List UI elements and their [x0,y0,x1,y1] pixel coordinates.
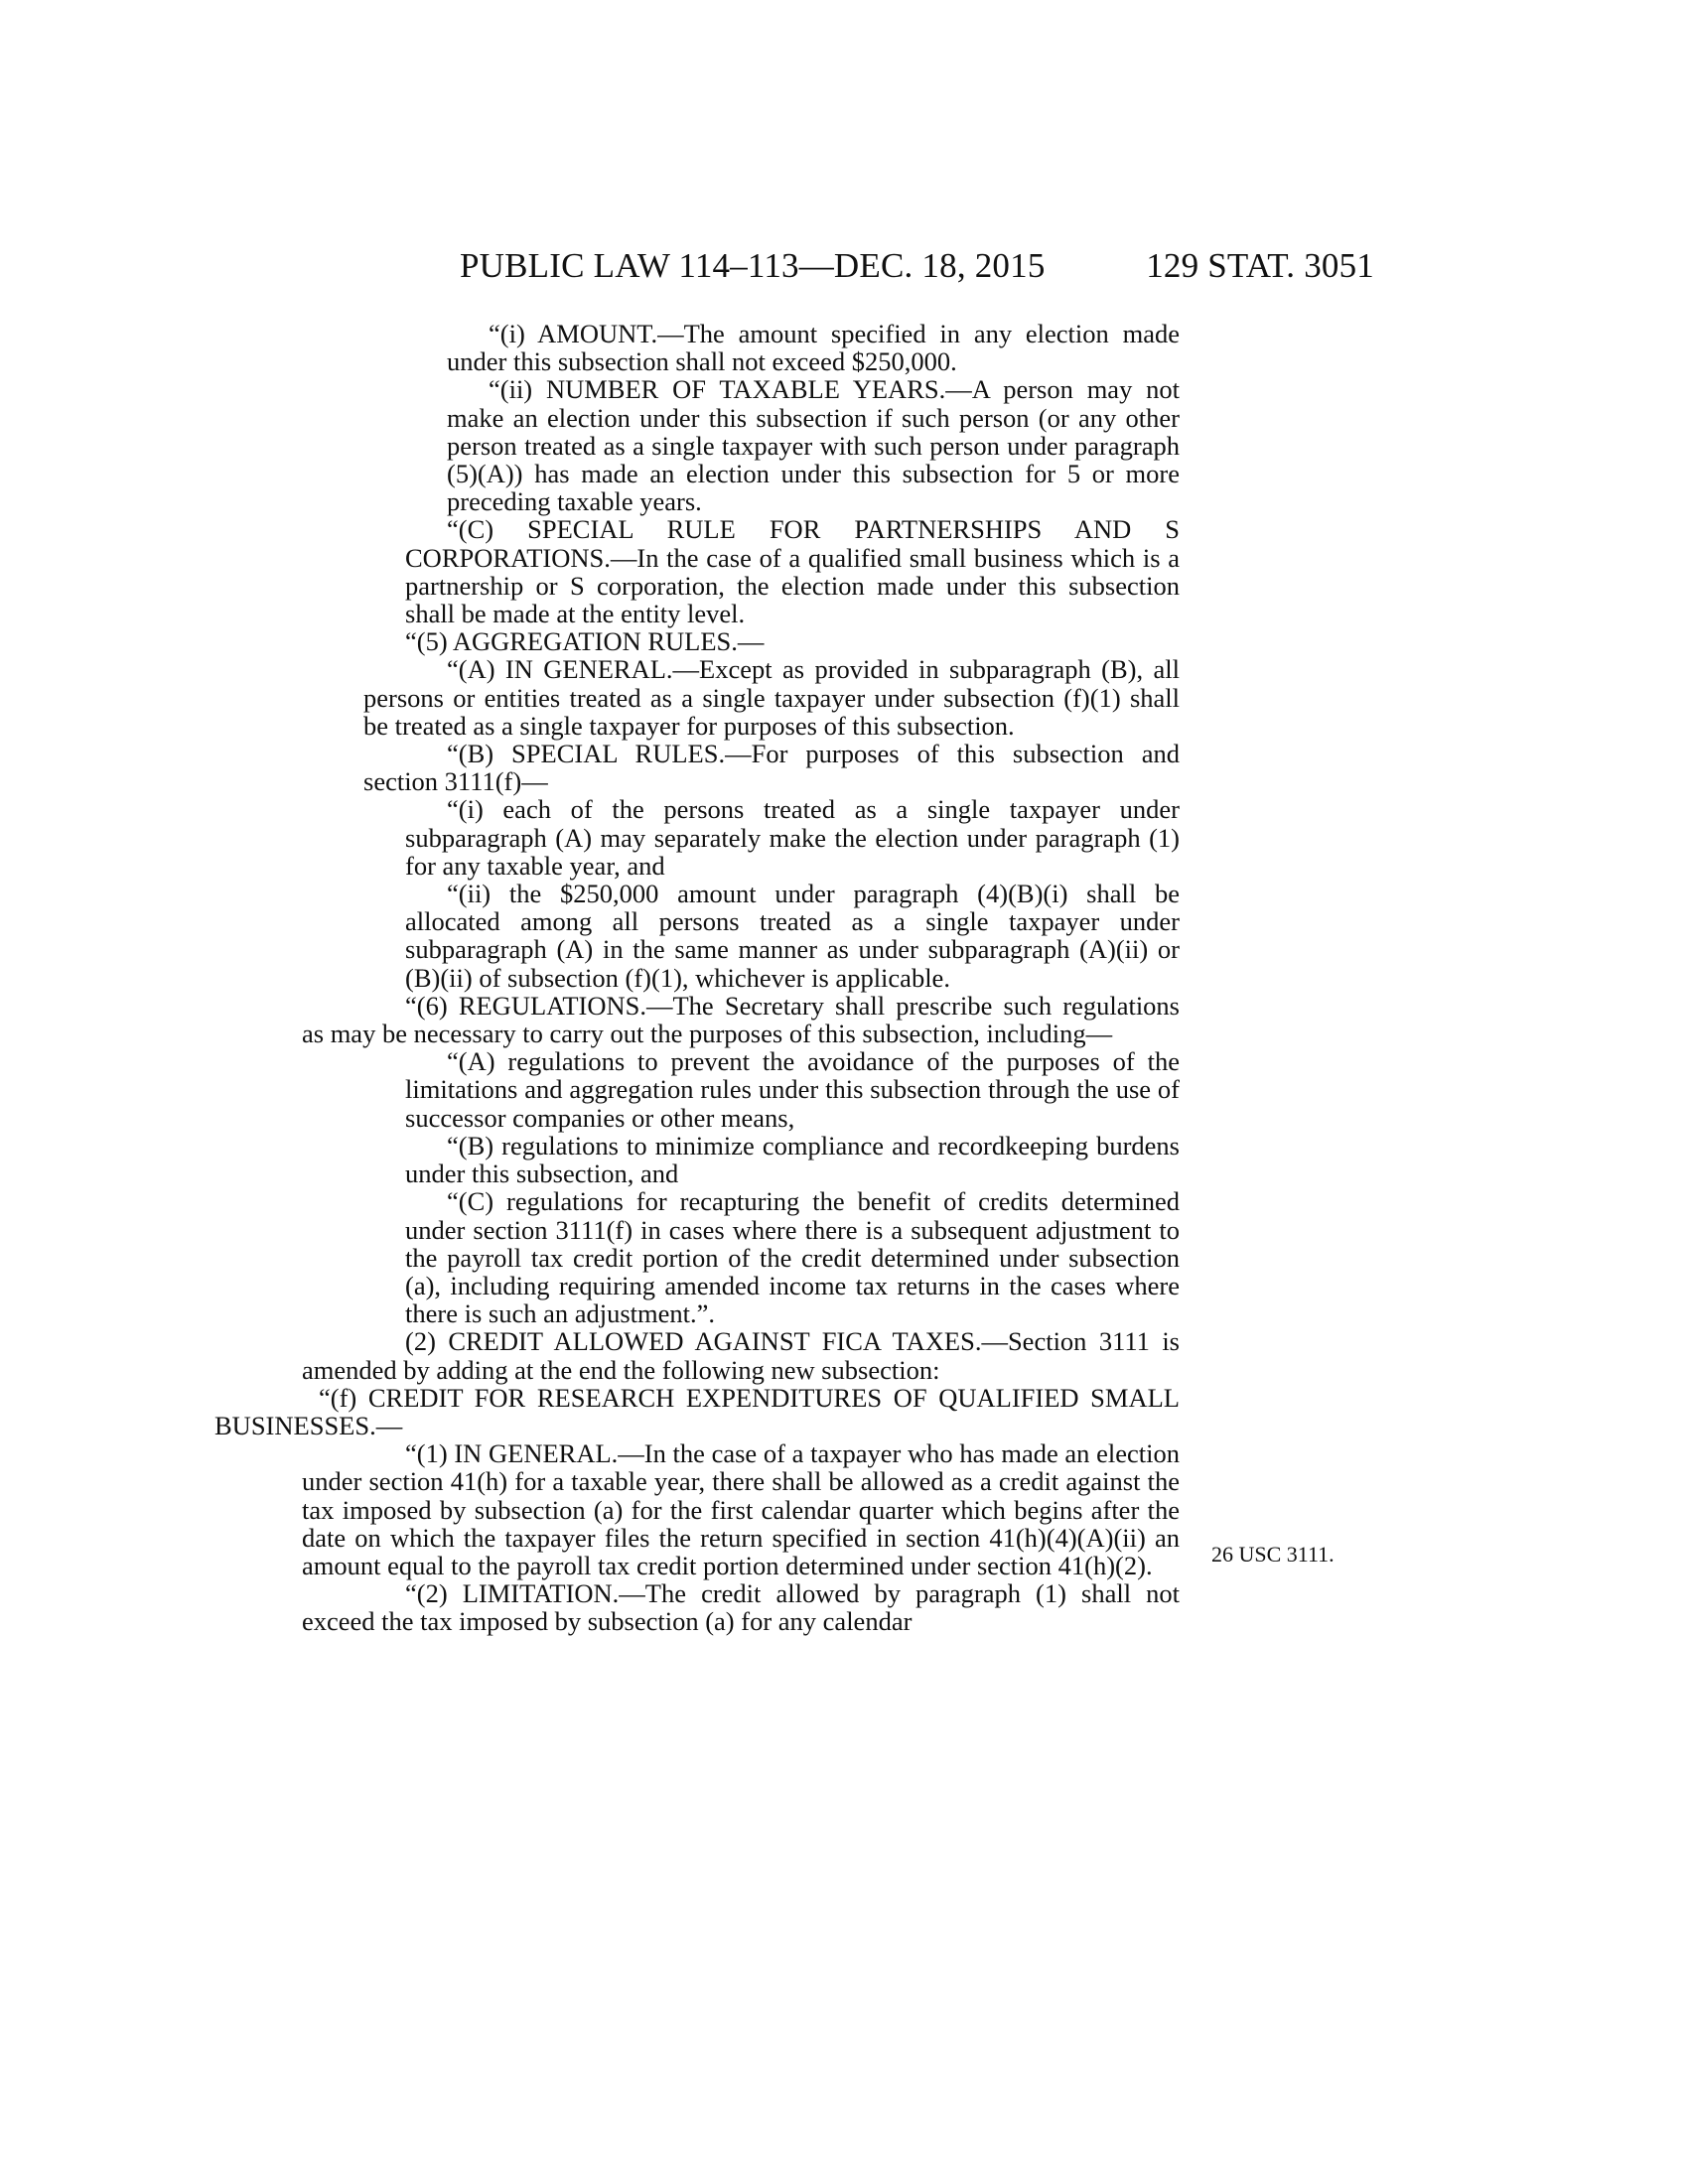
clause-ii-number-of-taxable-years: “(ii) NUMBER OF TAXABLE YEARS.—A person may not make an election under this subsection if such person (or any other person treated as a single taxpayer with such person under paragraph (5)(A)) has made an election under this subsection for 5 or more preceding taxable years. [447,374,1180,517]
running-header-left: PUBLIC LAW 114–113—DEC. 18, 2015 [460,246,1046,285]
subparagraph-c-special-rule: “(C) SPECIAL RULE FOR PARTNERSHIPS AND S CORPORATIONS.—In the case of a qualified small business which is a partnership or S corporation, the election made under this subsection shall be made at the entity level. [405,514,1180,629]
paragraph-5-aggregation-rules: “(5) AGGREGATION RULES.— [405,626,765,657]
running-header-page-number: 129 STAT. 3051 [1146,246,1374,285]
regulations-item-a: “(A) regulations to prevent the avoidance of the purposes of the limitations and aggregation rules under this subsection through the use of successor companies or other means, [405,1046,1180,1133]
margin-citation-note: 26 USC 3111. [1211,1542,1335,1567]
statute-body [214,319,1180,1637]
subsection-f-2-limitation: “(2) LIMITATION.—The credit allowed by paragraph (1) shall not exceed the tax imposed by subsection (a) for any calendar [302,1578,1180,1637]
subsection-f-1-in-general: “(1) IN GENERAL.—In the case of a taxpayer who has made an election under section 41(h) for a taxable year, there shall be allowed as a credit against the tax imposed by subsection (a) for the first calendar quarter which begins after the date on which the taxpayer files the return specified in section 41(h)(4)(A)(ii) an amount equal to the payroll tax credit portion determined under section 41(h)(2). [302,1438,1180,1580]
subparagraph-a-in-general: “(A) IN GENERAL.—Except as provided in subparagraph (B), all persons or entities treated as a single taxpayer under subsection (f)(1) shall be treated as a single taxpayer for purposes of this subsection. [363,654,1180,741]
clause-i-amount: “(i) AMOUNT.—The amount specified in any election made under this subsection shall not exceed $250,000. [447,319,1180,377]
subsection-f-heading: “(f) CREDIT FOR RESEARCH EXPENDITURES OF QUALIFIED SMALL BUSINESSES.— [214,1382,1180,1440]
paragraph-6-regulations: “(6) REGULATIONS.—The Secretary shall prescribe such regulations as may be necessary to carry out the purposes of this subsection, including— [302,990,1180,1049]
clause-i-each-person: “(i) each of the persons treated as a single taxpayer under subparagraph (A) may separately make the election under paragraph (1) for any taxable year, and [405,794,1180,881]
paragraph-2-credit-against-fica: (2) CREDIT ALLOWED AGAINST FICA TAXES.—Section 3111 is amended by adding at the end the following new subsection: [302,1326,1180,1385]
clause-ii-allocation: “(ii) the $250,000 amount under paragraph (4)(B)(i) shall be allocated among all persons treated as a single taxpayer under subparagraph (A) in the same manner as under subparagraph (A)(ii) or (B)(ii) of subsection (f)(1), whichever is applicable. [405,879,1180,993]
regulations-item-c: “(C) regulations for recapturing the benefit of credits determined under section 3111(f) in cases where there is a subsequent adjustment to the payroll tax credit portion of the credit determined under subsection (a), including requiring amended income tax returns in the cases where there is such an adjustment.”. [405,1186,1180,1329]
subparagraph-b-special-rules: “(B) SPECIAL RULES.—For purposes of this subsection and section 3111(f)— [363,739,1180,797]
regulations-item-b: “(B) regulations to minimize compliance and recordkeeping burdens under this subsection, and [405,1130,1180,1189]
